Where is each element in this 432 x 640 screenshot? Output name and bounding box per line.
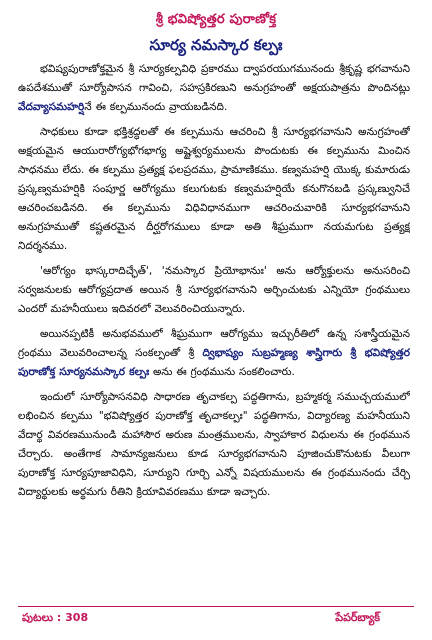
header	[0, 8, 432, 58]
text-segment: నే ఈ కల్పమునందు వ్రాయబడినది.	[84, 101, 228, 113]
paragraph	[18, 388, 410, 502]
text-segment: 'ఆరోగ్యం భాస్కరాదిచ్ఛేత్', 'నమస్కార ప్రియోభానుః' అను ఆర్యోక్తులను అనుసరించి సర్వజనులకు ఆరోగ్యప్రదాత అయిన శ్రీ సూర్యభగవానుని అర్చించుటకు ఎన్నియో గ్రంథములు ఎందరో మహనీయులు ఇదివరలో వెలువరించియున్నారు.	[18, 265, 410, 315]
format-label: పేపర్‌బ్యాక్	[335, 611, 380, 624]
text-segment: అను ఈ గ్రంథమును సంకలించారు.	[149, 366, 295, 378]
page-title: శ్రీ భవిష్యోత్తర పురాణోక్త	[155, 12, 277, 27]
highlighted-text: ద్విభాష్యం సుబ్రహ్మణ్య శాస్త్రిగారు	[202, 347, 343, 359]
paragraph	[18, 123, 410, 256]
footer-divider	[18, 606, 414, 607]
text-segment: సాధకులు కూడా భక్తిశ్రద్ధలతో ఈ కల్పమును ఆచరించి శ్రీ సూర్యభగవానుని అనుగ్రహంతో అక్షయమైన ఆయురారోగ్యభోగభాగ్య అష్టైశ్వర్యములను పొందుటకు ఈ కల్పమును మించిన సాధనము లేదు. ఈ కల్పము ప్రత్యక్ష ఫలప్రదము, ప్రామాణికము. కణ్వమహర్షి యొక్క కుమారుడు ప్రస్కణ్వమహర్షికి సంపూర్ణ ఆరోగ్యము కలుగుటకు కణ్వమహర్షియే కనుగొనబడి ప్రస్కణ్వునిచే ఆచరించబడినది. ఈ కల్పమును విధివిధానముగా ఆచరించువారికి సూర్యభగవానుని అనుగ్రహముతో కష్టతరమైన దీర్ఘరోగములు కూడా అతి శీఘ్రముగా నయమగుట ప్రత్యక్ష నిదర్శనము.	[18, 126, 410, 252]
text-segment: భవిష్యపురాణోక్తమైన శ్రీ సూర్యకల్పవిధి ప్రకారము ద్వాపరయుగమునందు శ్రీకృష్ణ భగవానుని ఉపదేశముతో సూర్యోపాసన గావించి, సహస్రకిరణుని అనుగ్రహంతో అక్షయపాత్రను పొందినట్లు	[18, 63, 410, 94]
paragraph	[18, 325, 410, 382]
page-subtitle: సూర్య నమస్కార కల్పః	[149, 36, 283, 54]
highlighted-text: వేదవ్యాసమహర్షి	[18, 101, 85, 113]
body-text	[18, 60, 410, 596]
text-segment: అయినప్పటికీ అనుభవములో శీఘ్రముగా ఆరోగ్యము ఇచ్చురీతిలో ఉన్న సశాస్త్రీయమైన గ్రంథము వెలువరించాలన్న సంకల్పంతో శ్రీ	[18, 328, 410, 359]
highlighted-text: శ్రీ భవిష్యోత్తర పురాణోక్త సూర్యనమస్కార కల్పః	[18, 347, 410, 378]
text-segment: ఇందులో సూర్యోపాసనవిధి సాధారణ తృచాకల్ప పద్ధతిగాను, బ్రహ్మకర్మ సముచ్చయములో లభించిన కల్పము "భవిష్యోత్తర పురాణోక్త తృచాకల్పః" పద్ధతిగాను, విద్యారణ్య మహనీయుని వేదార్థ వివరణమునుండి మహాసౌర అరుణ మంత్రములను, స్వాహాకార విధులను ఈ గ్రంథమున చేర్చారు. అంతేగాక సామాన్యజనులు కూడ సూర్యభగవానుని పూజించుకొనుటకు వీలుగా పురాణోక్త సూర్యపూజావిధిని, సూర్యుని గూర్చి ఎన్నో విషయములను ఈ గ్రంథమునందు చేర్చి విద్యార్థులకు అర్థమగు రీతిని క్రియావివరణము కూడా ఇచ్చారు.	[18, 391, 410, 498]
footer	[0, 606, 432, 630]
page-count: పుటలు : 308	[22, 611, 89, 624]
paragraph	[18, 262, 410, 319]
paragraph	[18, 60, 410, 117]
